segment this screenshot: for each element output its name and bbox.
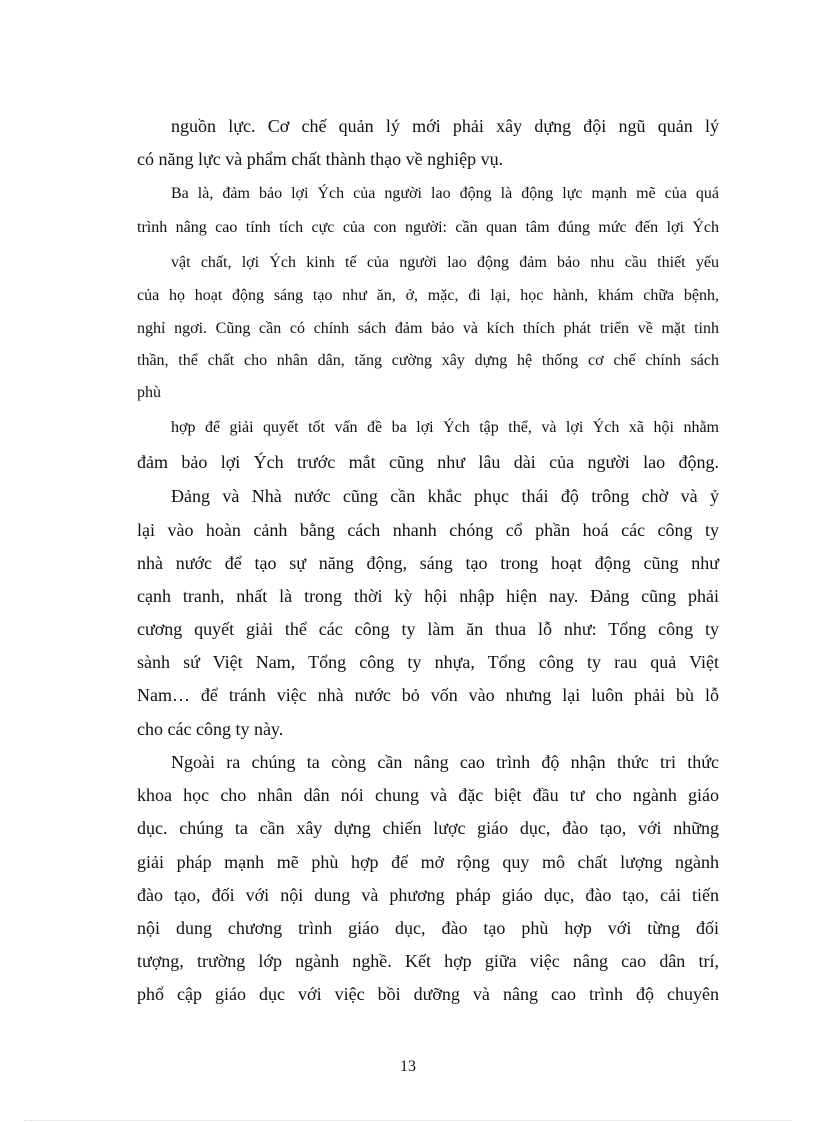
text-line: nhà nước để tạo sự năng động, sáng tạo trong hoạt động cũng như (137, 553, 719, 573)
text-line: Đảng và Nhà nước cũng cần khắc phục thái độ trông chờ và ỷ (171, 486, 719, 506)
text-line: cho các công ty này. (137, 719, 284, 739)
page-bottom-divider (24, 1120, 792, 1121)
page-number: 13 (400, 1058, 416, 1075)
text-line: nghỉ ngơi. Cũng cần có chính sách đảm bảo và kích thích phát triển về mặt tinh (137, 320, 719, 337)
text-line: Ba là, đảm bảo lợi Ých của người lao động là động lực mạnh mẽ của quá (171, 185, 719, 202)
text-line: hợp để giải quyết tốt vấn đề ba lợi Ých tập thể, và lợi Ých xã hội nhằm (171, 419, 719, 436)
text-line: vật chất, lợi Ých kinh tế của người lao động đảm bảo nhu cầu thiết yếu (171, 254, 719, 271)
text-line: phổ cập giáo dục với việc bồi dưỡng và nâng cao trình độ chuyên (137, 984, 719, 1004)
text-line: Nam… để tránh việc nhà nước bỏ vốn vào nhưng lại luôn phải bù lỗ (137, 685, 719, 705)
text-line: giải pháp mạnh mẽ phù hợp để mở rộng quy mô chất lượng ngành (137, 852, 719, 872)
text-line: sành sứ Việt Nam, Tổng công ty nhựa, Tổng công ty rau quả Việt (137, 652, 719, 672)
text-line: khoa học cho nhân dân nói chung và đặc biệt đầu tư cho ngành giáo (137, 785, 719, 805)
text-line: dục. chúng ta cần xây dựng chiến lược giáo dục, đào tạo, với những (137, 818, 719, 838)
text-line: nguồn lực. Cơ chế quản lý mới phải xây dựng đội ngũ quản lý (171, 116, 719, 136)
text-line: thần, thể chất cho nhân dân, tăng cường xây dựng hệ thống cơ chế chính sách (137, 352, 719, 369)
text-line: phù (137, 384, 161, 401)
text-line: có năng lực và phẩm chất thành thạo về nghiệp vụ. (137, 149, 504, 169)
text-line: tượng, trường lớp ngành nghề. Kết hợp giữa việc nâng cao dân trí, (137, 951, 719, 971)
text-line: trình nâng cao tính tích cực của con người: cần quan tâm đúng mức đến lợi Ých (137, 219, 719, 236)
text-line: đào tạo, đối với nội dung và phương pháp giáo dục, đào tạo, cải tiến (137, 885, 719, 905)
text-line: nội dung chương trình giáo dục, đào tạo phù hợp với từng đối (137, 918, 719, 938)
text-line: cương quyết giải thể các công ty làm ăn thua lỗ như: Tổng công ty (137, 619, 719, 639)
text-line: cạnh tranh, nhất là trong thời kỳ hội nhập hiện nay. Đảng cũng phải (137, 586, 719, 606)
text-line: đảm bảo lợi Ých trước mắt cũng như lâu dài của người lao động. (137, 452, 719, 472)
text-line: lại vào hoàn cảnh bằng cách nhanh chóng cổ phần hoá các công ty (137, 520, 719, 540)
text-line: của họ hoạt động sáng tạo như ăn, ở, mặc, đi lại, học hành, khám chữa bệnh, (137, 287, 719, 304)
text-line: Ngoài ra chúng ta còng cần nâng cao trình độ nhận thức tri thức (171, 752, 719, 772)
